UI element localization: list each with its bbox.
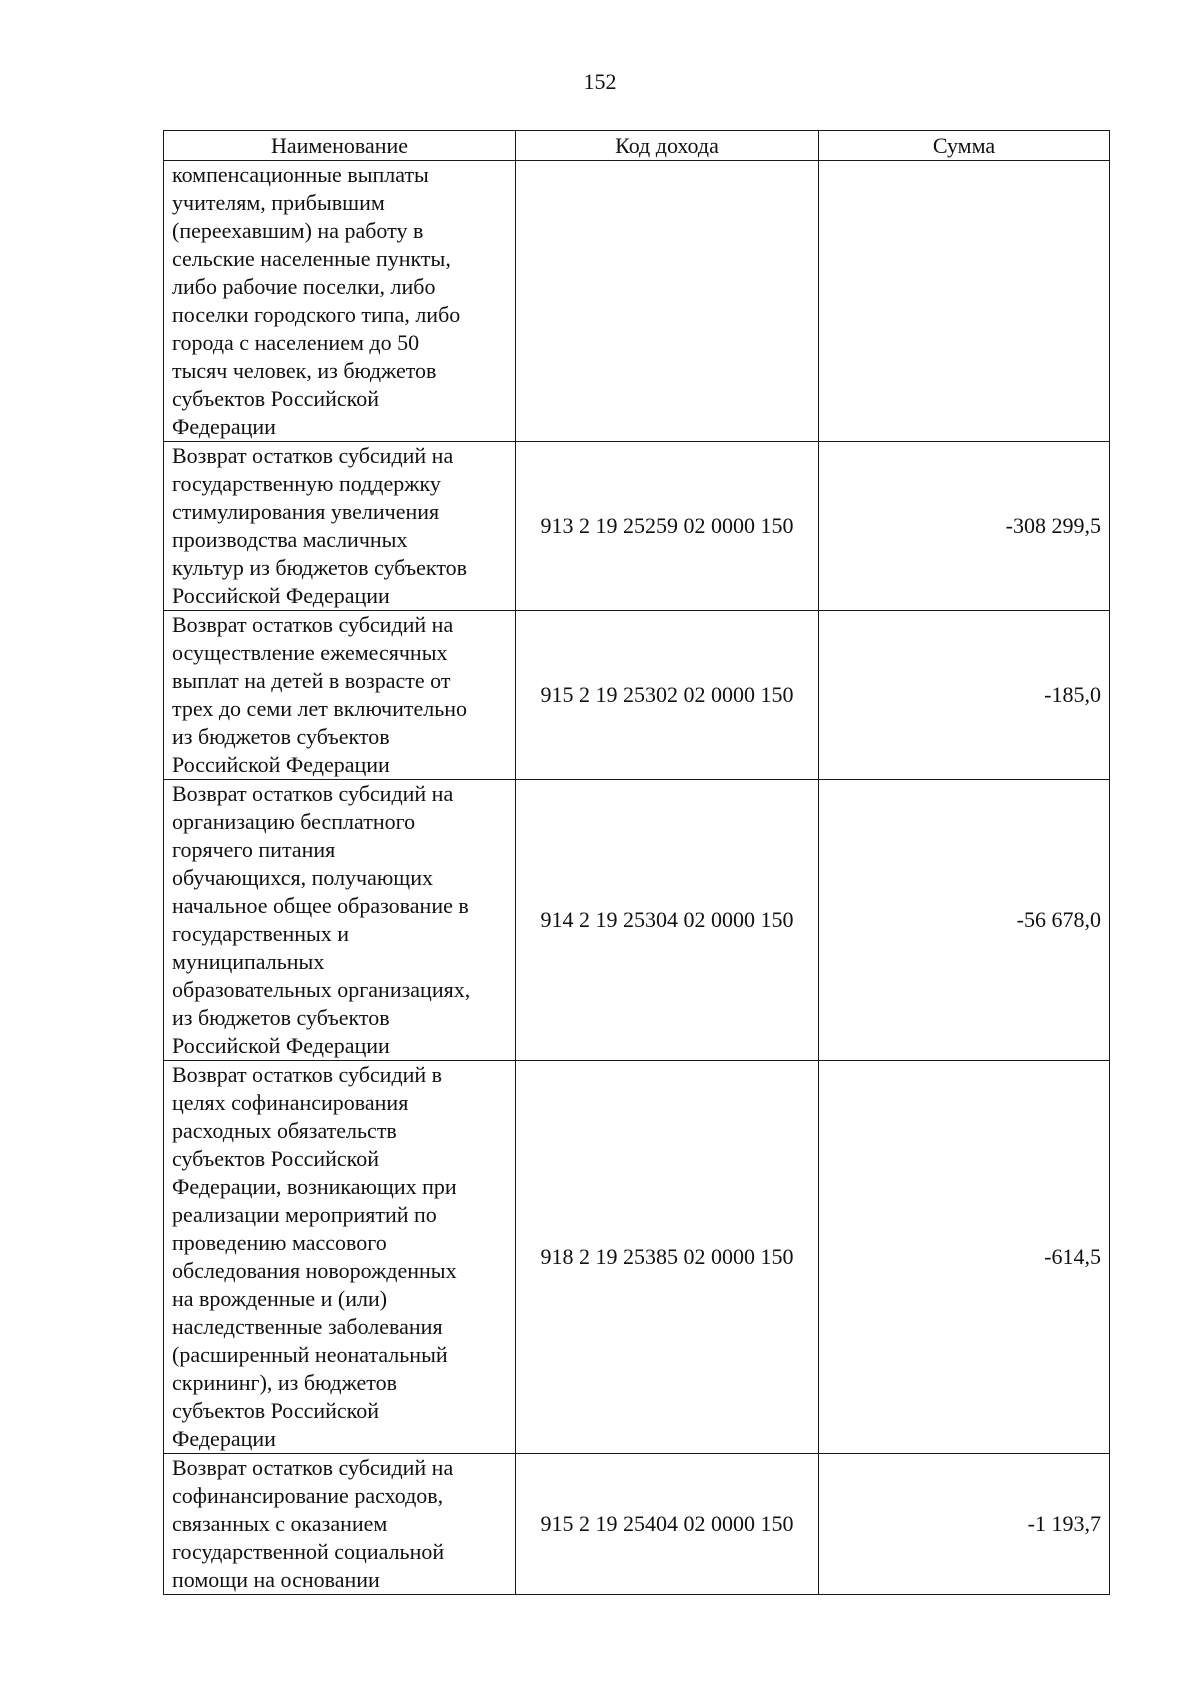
revenue-name-line: учителям, прибывшим <box>172 190 385 215</box>
revenue-sum-cell: -614,5 <box>819 1061 1110 1454</box>
revenue-name-line: субъектов Российской <box>172 386 380 411</box>
revenue-name-cell <box>164 1061 516 1454</box>
revenue-name-line: обучающихся, получающих <box>172 865 434 890</box>
header-row <box>164 131 1110 161</box>
revenue-name-line: образовательных организациях, <box>172 977 471 1002</box>
revenue-name-cell <box>164 611 516 780</box>
revenue-name-line: Возврат остатков субсидий в <box>172 1062 443 1087</box>
revenue-name-line: субъектов Российской <box>172 1398 380 1423</box>
revenue-sum-cell: -56 678,0 <box>819 780 1110 1061</box>
revenue-name-line: государственных и <box>172 921 350 946</box>
revenue-name-line: Федерации <box>172 1426 276 1451</box>
revenue-name-line: целях софинансирования <box>172 1090 409 1115</box>
revenue-name-line: тысяч человек, из бюджетов <box>172 358 437 383</box>
revenue-name-line: наследственные заболевания <box>172 1314 443 1339</box>
revenue-name-line: выплат на детей в возрасте от <box>172 668 451 693</box>
header-code: Код дохода <box>516 131 819 161</box>
revenue-name-line: города с населением до 50 <box>172 330 420 355</box>
revenue-name-line: поселки городского типа, либо <box>172 302 461 327</box>
revenue-name-line: производства масличных <box>172 527 408 552</box>
revenue-name-line: из бюджетов субъектов <box>172 724 390 749</box>
revenue-code-cell: 915 2 19 25302 02 0000 150 <box>516 611 819 780</box>
revenue-name-line: стимулирования увеличения <box>172 499 440 524</box>
revenue-name-line: компенсационные выплаты <box>172 162 429 187</box>
table-row <box>164 161 1110 442</box>
revenue-sum-cell: -185,0 <box>819 611 1110 780</box>
revenue-name-line: расходных обязательств <box>172 1118 397 1143</box>
revenue-name-line: Возврат остатков субсидий на <box>172 1455 454 1480</box>
revenue-table <box>163 130 1110 1595</box>
revenue-name-cell <box>164 780 516 1061</box>
revenue-name-line: Российской Федерации <box>172 1033 390 1058</box>
revenue-name-line: реализации мероприятий по <box>172 1202 437 1227</box>
revenue-name-cell <box>164 1454 516 1595</box>
revenue-name-line: субъектов Российской <box>172 1146 380 1171</box>
revenue-sum-cell: -1 193,7 <box>819 1454 1110 1595</box>
table-row <box>164 611 1110 780</box>
revenue-name-line: (переехавшим) на работу в <box>172 218 424 243</box>
revenue-name-line: муниципальных <box>172 949 325 974</box>
revenue-name-line: Возврат остатков субсидий на <box>172 612 454 637</box>
revenue-name-line: проведению массового <box>172 1230 387 1255</box>
revenue-name-line: осуществление ежемесячных <box>172 640 448 665</box>
revenue-name-line: культур из бюджетов субъектов <box>172 555 468 580</box>
revenue-name-line: сельские населенные пункты, <box>172 246 451 271</box>
revenue-name-line: либо рабочие поселки, либо <box>172 274 436 299</box>
header-sum: Сумма <box>819 131 1110 161</box>
revenue-name-line: Возврат остатков субсидий на <box>172 443 454 468</box>
table-row <box>164 780 1110 1061</box>
table-body <box>164 161 1110 1595</box>
revenue-name-line: государственной социальной <box>172 1539 445 1564</box>
revenue-name-line: софинансирование расходов, <box>172 1483 444 1508</box>
revenue-name-line: скрининг), из бюджетов <box>172 1370 397 1395</box>
revenue-code-cell: 918 2 19 25385 02 0000 150 <box>516 1061 819 1454</box>
revenue-name-cell <box>164 442 516 611</box>
revenue-name-line: Российской Федерации <box>172 752 390 777</box>
revenue-name-line: обследования новорожденных <box>172 1258 457 1283</box>
revenue-name-line: связанных с оказанием <box>172 1511 388 1536</box>
revenue-sum-cell: -308 299,5 <box>819 442 1110 611</box>
revenue-name-line: начальное общее образование в <box>172 893 469 918</box>
revenue-name-cell <box>164 161 516 442</box>
revenue-code-cell: 913 2 19 25259 02 0000 150 <box>516 442 819 611</box>
revenue-name-line: Федерации, возникающих при <box>172 1174 457 1199</box>
table-row <box>164 1454 1110 1595</box>
header-name: Наименование <box>164 131 516 161</box>
revenue-code-cell: 914 2 19 25304 02 0000 150 <box>516 780 819 1061</box>
revenue-name-line: Возврат остатков субсидий на <box>172 781 454 806</box>
revenue-sum-cell <box>819 161 1110 442</box>
table-header <box>164 131 1110 161</box>
revenue-name-line: из бюджетов субъектов <box>172 1005 390 1030</box>
revenue-name-line: трех до семи лет включительно <box>172 696 468 721</box>
table-row <box>164 1061 1110 1454</box>
revenue-name-line: государственную поддержку <box>172 471 441 496</box>
revenue-name-line: помощи на основании <box>172 1567 380 1592</box>
revenue-name-line: на врожденные и (или) <box>172 1286 388 1311</box>
revenue-name-line: организацию бесплатного <box>172 809 416 834</box>
revenue-code-cell: 915 2 19 25404 02 0000 150 <box>516 1454 819 1595</box>
revenue-name-line: горячего питания <box>172 837 336 862</box>
revenue-code-cell <box>516 161 819 442</box>
page-number: 152 <box>583 69 617 94</box>
revenue-name-line: Российской Федерации <box>172 583 390 608</box>
revenue-name-line: Федерации <box>172 414 276 439</box>
revenue-name-line: (расширенный неонатальный <box>172 1342 448 1367</box>
table-row <box>164 442 1110 611</box>
